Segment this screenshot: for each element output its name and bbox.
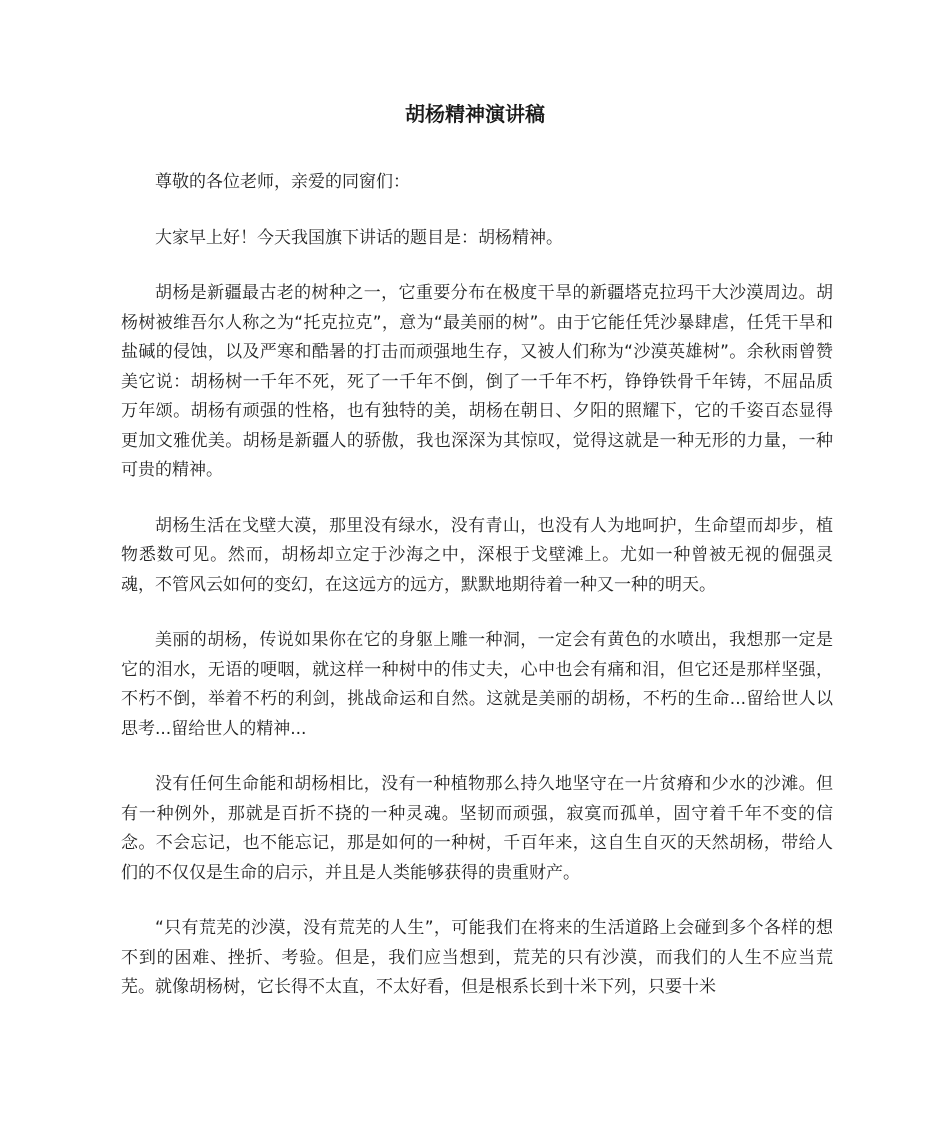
paragraph-body: 胡杨是新疆最古老的树种之一，它重要分布在极度干旱的新疆塔克拉玛干大沙漠周边。胡杨树被维吾尔人称之为“托克拉克”，意为“最美丽的树”。由于它能任凭沙暴肆虐，任凭干旱和盐碱的侵蚀，以及严寒和酷暑的打击而顽强地生存，又被人们称为“沙漠英雄树”。余秋雨曾赞美它说：胡杨树一千年不死，死了一千年不倒，倒了一千年不朽，铮铮铁骨千年铸，不屈品质万年颂。胡杨有顽强的性格，也有独特的美，胡杨在朝日、夕阳的照耀下，它的千姿百态显得更加文雅优美。胡杨是新疆人的骄傲，我也深深为其惊叹，觉得这就是一种无形的力量，一种可贵的精神。 <box>121 283 833 480</box>
paragraph-body: 胡杨生活在戈壁大漠，那里没有绿水，没有青山，也没有人为地呵护，生命望而却步，植物悉数可见。然而，胡杨却立定于沙海之中，深根于戈壁滩上。尤如一种曾被无视的倔强灵魂，不管风云如何的变幻，在这远方的远方，默默地期待着一种又一种的明天。 <box>121 515 833 595</box>
paragraph-greeting: 尊敬的各位老师，亲爱的同窗们： <box>155 172 410 192</box>
page-title: 胡杨精神演讲稿 <box>405 102 545 126</box>
paragraph-body: 没有任何生命能和胡杨相比，没有一种植物那么持久地坚守在一片贫瘠和少水的沙滩。但有一种例外，那就是百折不挠的一种灵魂。坚韧而顽强，寂寞而孤单，固守着千年不变的信念。不会忘记，也不能忘记，那是如何的一种树，千百年来，这自生自灭的天然胡杨，带给人们的不仅仅是生命的启示，并且是人类能够获得的贵重财产。 <box>121 774 833 883</box>
paragraph-body: “只有荒芜的沙漠，没有荒芜的人生”，可能我们在将来的生活道路上会碰到多个各样的想不到的困难、挫折、考验。但是，我们应当想到，荒芜的只有沙漠，而我们的人生不应当荒芜。就像胡杨树，它长得不太直，不太好看，但是根系长到十米下列，只要十米 <box>121 918 833 997</box>
paragraph-body: 美丽的胡杨，传说如果你在它的身躯上雕一种洞，一定会有黄色的水喷出，我想那一定是它的泪水，无语的哽咽，就这样一种树中的伟丈夫，心中也会有痛和泪，但它还是那样坚强，不朽不倒，举着不朽的利剑，挑战命运和自然。这就是美丽的胡杨，不朽的生命...留给世人以思考...留给世人的精神... <box>121 630 833 739</box>
speech-body <box>121 168 833 1029</box>
paragraph-intro: 大家早上好！今天我国旗下讲话的题目是：胡杨精神。 <box>155 227 563 248</box>
